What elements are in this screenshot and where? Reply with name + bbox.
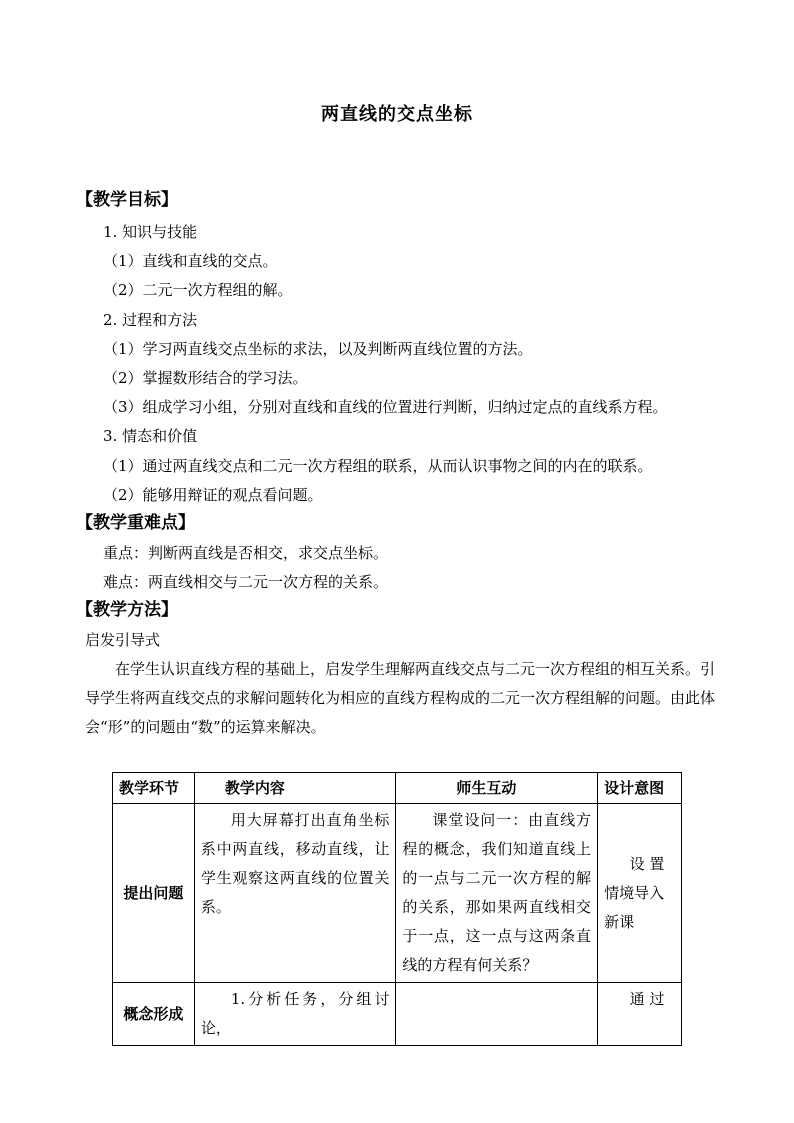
keypoint-line: 重点：判断两直线是否相交，求交点坐标。 [103,544,389,562]
header-intent: 设计意图 [598,773,682,804]
row-step: 概念形成 [113,983,195,1046]
row-step: 提出问题 [113,804,195,983]
objective-line: （2）二元一次方程组的解。 [103,281,293,299]
objective-line: 2. 过程和方法 [103,311,198,329]
table-row [113,804,682,983]
header-content: 教学内容 [194,773,396,804]
row-interaction-text: 课堂设问一：由直线方程的概念，我们知道直线上的一点与二元一次方程的解的关系，那如果两直线相交于一点，这一点与这两条直线的方程有何关系？ [402,811,592,974]
method-paragraph [85,655,725,742]
table-row [113,983,682,1046]
row-interaction [396,983,598,1046]
objectives-heading: 【教学目标】 [76,190,178,210]
objective-line: （2）掌握数形结合的学习法。 [103,369,308,387]
objective-line: （1）直线和直线的交点。 [103,252,278,270]
row-content-text: 用大屏幕打出直角坐标系中两直线，移动直线，让学生观察这两直线的位置关系。 [200,811,390,916]
row-intent-text: 通 过 [629,990,665,1008]
objective-line: 1. 知识与技能 [103,223,198,241]
row-intent [598,804,682,983]
objective-line: （1）学习两直线交点坐标的求法，以及判断两直线位置的方法。 [103,340,533,358]
keypoints-heading: 【教学重难点】 [76,513,195,533]
method-paragraph-text: 在学生认识直线方程的基础上，启发学生理解两直线交点与二元一次方程组的相互关系。引导学生将两直线交点的求解问题转化为相应的直线方程构成的二元一次方程组解的问题。由此体会“形”的问题由“数”的运算来解决。 [85,660,716,736]
keypoint-line: 难点：两直线相交与二元一次方程的关系。 [103,573,389,591]
row-intent [598,983,682,1046]
methods-heading: 【教学方法】 [76,600,178,620]
objective-line: 3. 情态和价值 [103,427,198,445]
row-content-text: 1.分析任务，分组讨论， [200,990,390,1037]
row-content [194,804,396,983]
header-interaction: 师生互动 [396,773,598,804]
table-header-row [113,773,682,804]
header-step: 教学环节 [113,773,195,804]
objective-line: （3）组成学习小组，分别对直线和直线的位置进行判断，归纳过定点的直线系方程。 [103,398,668,416]
method-name: 启发引导式 [85,631,161,649]
document-title: 两直线的交点坐标 [321,104,473,125]
objective-line: （1）通过两直线交点和二元一次方程组的联系，从而认识事物之间的内在的联系。 [103,457,653,475]
row-content [194,983,396,1046]
row-interaction [396,804,598,983]
lesson-table [112,772,682,1046]
objective-line: （2）能够用辩证的观点看问题。 [103,486,323,504]
row-intent-text: 设 置 情境导入新课 [604,854,665,931]
